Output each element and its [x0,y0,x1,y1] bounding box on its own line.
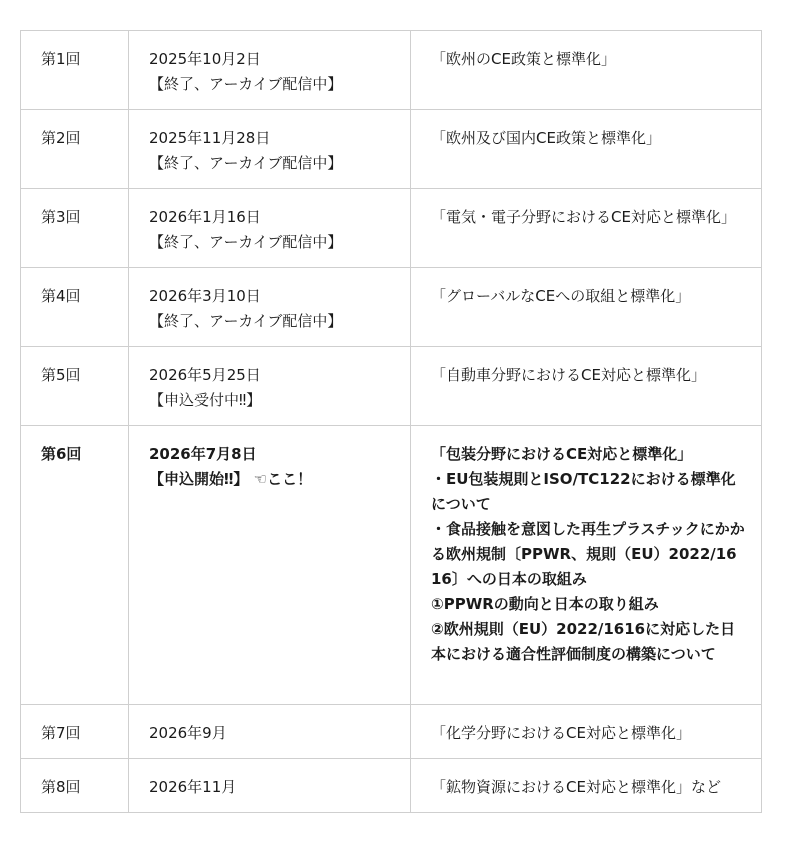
session-title-cell [411,426,762,705]
session-number: 第8回 [21,759,129,813]
session-schedule-table [20,30,762,813]
session-status: 【終了、アーカイブ配信中】 [149,75,343,93]
session-title: 「欧州のCE政策と標準化」 [411,31,762,110]
here-callout[interactable]: ここ！ [267,470,313,488]
session-title: 「化学分野におけるCE対応と標準化」 [411,705,762,759]
table-row [21,759,762,813]
session-title: 「グローバルなCEへの取組と標準化」 [411,268,762,347]
session-date: 2026年5月25日 [149,366,261,384]
session-status: 【終了、アーカイブ配信中】 [149,312,343,330]
session-status: 【申込開始‼】 [149,470,249,488]
table-row-highlighted [21,426,762,705]
session-date: 2026年11月 [129,759,411,813]
session-number: 第7回 [21,705,129,759]
table-row [21,347,762,426]
session-number: 第4回 [21,268,129,347]
session-detail: ①PPWRの動向と日本の取り組み [431,595,659,613]
session-status: 【終了、アーカイブ配信中】 [149,233,343,251]
pointing-hand-icon: ☜ [253,470,268,488]
session-title: 「欧州及び国内CE政策と標準化」 [411,110,762,189]
session-date: 2025年10月2日 [149,50,261,68]
session-date-cell [129,189,411,268]
table-row [21,705,762,759]
session-status-line [149,467,410,492]
session-date: 2026年9月 [129,705,411,759]
session-number: 第2回 [21,110,129,189]
table-row [21,189,762,268]
session-number: 第5回 [21,347,129,426]
session-date: 2026年3月10日 [149,287,261,305]
session-date: 2026年1月16日 [149,208,261,226]
table-row [21,110,762,189]
session-detail: ②欧州規則（EU）2022/1616に対応した日本における適合性評価制度の構築について [431,620,736,663]
table-row [21,268,762,347]
session-status: 【終了、アーカイブ配信中】 [149,154,343,172]
session-date-cell [129,31,411,110]
session-title: 「鉱物資源におけるCE対応と標準化」など [411,759,762,813]
session-detail: ・EU包装規則とISO/TC122における標準化について [431,470,736,513]
session-date-cell [129,347,411,426]
session-number: 第6回 [21,426,129,705]
session-date-cell [129,110,411,189]
session-date: 2025年11月28日 [149,129,271,147]
session-date-cell [129,268,411,347]
session-date: 2026年7月8日 [149,445,257,463]
session-title: 「電気・電子分野におけるCE対応と標準化」 [411,189,762,268]
session-number: 第1回 [21,31,129,110]
session-title: 「包装分野におけるCE対応と標準化」 [431,445,693,463]
session-title: 「自動車分野におけるCE対応と標準化」 [411,347,762,426]
session-detail: ・食品接触を意図した再生プラスチックにかかる欧州規制〔PPWR、規則（EU）2022/1616〕への日本の取組み [431,520,745,588]
session-number: 第3回 [21,189,129,268]
session-date-cell [129,426,411,705]
session-status: 【申込受付中‼】 [149,391,262,409]
table-row [21,31,762,110]
